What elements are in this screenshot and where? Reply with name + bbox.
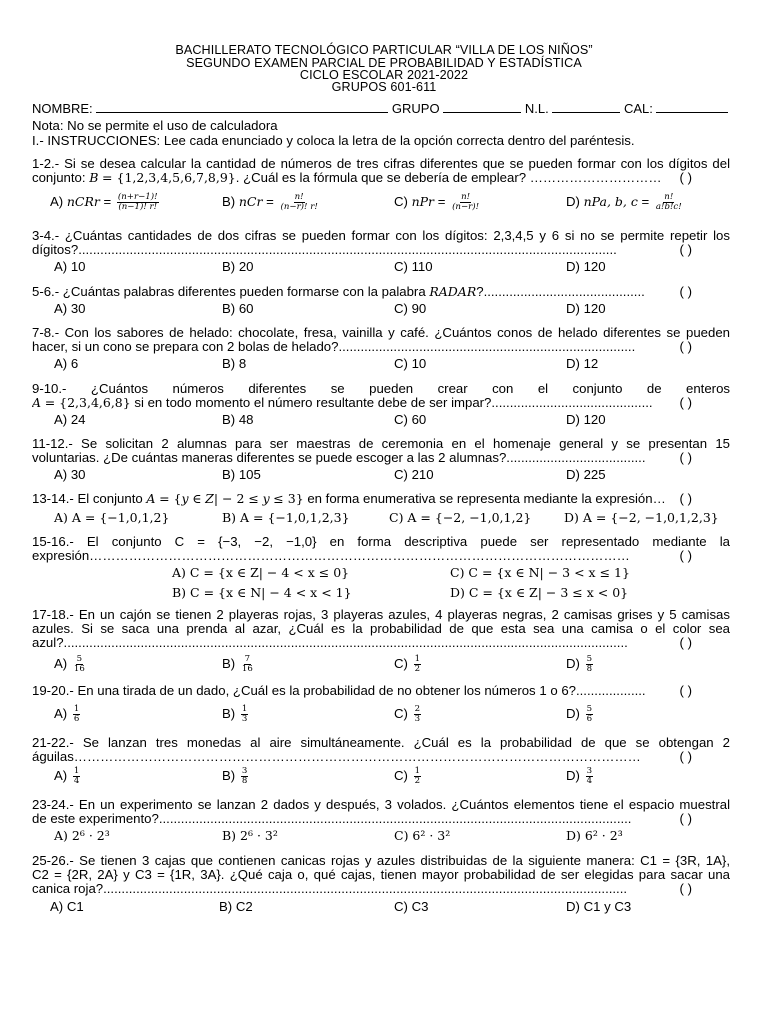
option-c[interactable]: C) $\frac{1}{2}$ bbox=[394, 654, 421, 675]
name-field[interactable] bbox=[96, 100, 388, 113]
question-17-line-2: azules. Si se saca una prenda al azar, ¿Cuál es la probabilidad de que esta sea una camisa o el color sea bbox=[32, 621, 730, 636]
option-c[interactable]: C) $\frac{1}{2}$ bbox=[394, 766, 421, 787]
question-5-line-1: 5-6.- ¿Cuántas palabras diferentes pueden formarse con la palabra RADAR?............................................ ( ) bbox=[32, 284, 692, 299]
answer-paren[interactable]: ( ) bbox=[679, 881, 692, 896]
exam-title: SEGUNDO EXAMEN PARCIAL DE PROBABILIDAD Y ESTADÍSTICA bbox=[186, 56, 582, 70]
question-9-line-1: 9-10.- ¿Cuántos números diferentes se pueden crear con el conjunto de enteros bbox=[32, 381, 730, 396]
option-d[interactable]: D) C1 y C3 bbox=[566, 899, 632, 914]
option-d[interactable]: D) 12 bbox=[566, 356, 599, 371]
option-b[interactable]: B) A = {−1,0,1,2,3} bbox=[222, 510, 350, 525]
question-23-options bbox=[0, 827, 768, 847]
option-d[interactable]: D) 120 bbox=[566, 259, 606, 274]
question-17-line-1: 17-18.- En un cajón se tienen 2 playeras rojas, 3 playeras azules, 4 playeras negras, 2 camisas grises y 5 camisas bbox=[32, 607, 730, 622]
option-b[interactable]: B) $\frac{3}{8}$ bbox=[222, 766, 248, 787]
question-19-options bbox=[0, 705, 768, 725]
option-a[interactable]: A) $\frac{5}{16}$ bbox=[54, 654, 85, 675]
cal-label: CAL: bbox=[623, 101, 653, 116]
question-25-line-1: 25-26.- Se tienen 3 cajas que contienen canicas rojas y azules distribuidas de la siguiente manera: C1 = {3R, 1A}, bbox=[32, 853, 730, 868]
option-a[interactable]: A) 10 bbox=[54, 259, 86, 274]
answer-paren[interactable]: ( ) bbox=[679, 170, 692, 185]
question-9-line-2: A = {2,3,4,6,8} si en todo momento el número resultante debe de ser impar?............................................ ( ) bbox=[32, 395, 692, 410]
question-25-line-3: canica roja?............................................................................................................................................... ( ) bbox=[32, 881, 692, 896]
question-21-options bbox=[0, 767, 768, 787]
answer-paren[interactable]: ( ) bbox=[679, 749, 692, 764]
option-c[interactable]: C) 60 bbox=[394, 412, 427, 427]
instructions: I.- INSTRUCCIONES: Lee cada enunciado y coloca la letra de la opción correcta dentro del paréntesis. bbox=[32, 133, 635, 148]
option-b[interactable]: B) nCr = $\frac{n!}{(n-r)! r!}$ bbox=[222, 192, 318, 213]
question-21-line-2: águilas………………………………………………………………………………………………………………… ( ) bbox=[32, 749, 692, 764]
answer-paren[interactable]: ( ) bbox=[679, 683, 692, 698]
answer-paren[interactable]: ( ) bbox=[679, 284, 692, 299]
option-c[interactable]: C) 110 bbox=[394, 259, 433, 274]
question-7-line-1: 7-8.- Con los sabores de helado: chocolate, fresa, vainilla y café. ¿Cuántos conos de helado diferentes se pueden bbox=[32, 325, 730, 340]
question-25-line-2: C2 = {2R, 2A} y C3 = {1R, 3A}. ¿Qué caja o, qué cajas, tienen mayor probabilidad de ser elegidas para sacar una bbox=[32, 867, 730, 882]
cal-field[interactable] bbox=[656, 100, 728, 113]
question-17-line-3: azul?.......................................................................................................................................................... ( ) bbox=[32, 635, 692, 650]
question-25-options bbox=[0, 898, 768, 918]
option-d[interactable]: D) $\frac{5}{6}$ bbox=[566, 704, 593, 725]
option-c[interactable]: C) $\frac{2}{3}$ bbox=[394, 704, 421, 725]
option-d[interactable]: D) 120 bbox=[566, 301, 606, 316]
option-a[interactable]: A) 6 bbox=[54, 356, 79, 371]
question-7-options bbox=[0, 355, 768, 375]
question-9-options bbox=[0, 411, 768, 431]
option-a[interactable]: A) 24 bbox=[54, 412, 86, 427]
option-d[interactable]: D) nPa, b, c = $\frac{n!}{a!b!c!}$ bbox=[566, 192, 682, 213]
question-15-line-2: expresión…………………………………………………………………………………………………………… ( ) bbox=[32, 548, 692, 563]
student-info-line bbox=[32, 100, 732, 116]
nl-label: N.L. bbox=[524, 101, 549, 116]
question-13-options bbox=[0, 509, 768, 529]
question-1-options bbox=[0, 193, 768, 213]
answer-paren[interactable]: ( ) bbox=[679, 450, 692, 465]
option-d[interactable]: D) 6² · 2³ bbox=[566, 828, 623, 843]
option-c[interactable]: C) 10 bbox=[394, 356, 427, 371]
question-21-line-1: 21-22.- Se lanzan tres monedas al aire simultáneamente. ¿Cuál es la probabilidad de que se obtengan 2 bbox=[32, 735, 730, 750]
question-1-line-1: 1-2.- Si se desea calcular la cantidad de números de tres cifras diferentes que se pueden formar con los dígitos del bbox=[32, 156, 730, 171]
option-b[interactable]: B) $\frac{7}{16}$ bbox=[222, 654, 253, 675]
answer-paren[interactable]: ( ) bbox=[679, 635, 692, 650]
question-23-line-2: de este experimento?................................................................................................................................. ( ) bbox=[32, 811, 692, 826]
option-a[interactable]: A) nCRr = $\frac{(n+r-1)!}{(n-1)! r!}$ bbox=[50, 192, 158, 213]
question-13-line-1: 13-14.- El conjunto A = {y ∈ Z| − 2 ≤ y ≤ 3} en forma enumerativa se representa mediante la expresión… ( ) bbox=[32, 491, 692, 506]
answer-paren[interactable]: ( ) bbox=[679, 491, 692, 506]
option-c[interactable]: C) C3 bbox=[394, 899, 429, 914]
school-cycle: CICLO ESCOLAR 2021-2022 bbox=[299, 68, 469, 82]
question-3-line-2: dígitos?................................................................................................................................................... ( ) bbox=[32, 242, 692, 257]
answer-paren[interactable]: ( ) bbox=[679, 395, 692, 410]
option-c[interactable]: C) C = {x ∈ N| − 3 < x ≤ 1} bbox=[450, 565, 630, 580]
group-field[interactable] bbox=[443, 100, 521, 113]
option-b[interactable]: B) $\frac{1}{3}$ bbox=[222, 704, 248, 725]
question-5-options bbox=[0, 300, 768, 320]
option-c[interactable]: C) nPr = $\frac{n!}{(n-r)!}$ bbox=[394, 192, 480, 213]
answer-paren[interactable]: ( ) bbox=[679, 811, 692, 826]
option-a[interactable]: A) $\frac{1}{4}$ bbox=[54, 766, 80, 787]
option-c[interactable]: C) 90 bbox=[394, 301, 427, 316]
answer-paren[interactable]: ( ) bbox=[679, 242, 692, 257]
name-label: NOMBRE: bbox=[32, 101, 93, 116]
option-b[interactable]: B) 60 bbox=[222, 301, 254, 316]
option-c[interactable]: C) A = {−2, −1,0,1,2} bbox=[389, 510, 532, 525]
question-11-options bbox=[0, 466, 768, 486]
answer-paren[interactable]: ( ) bbox=[679, 339, 692, 354]
option-a[interactable]: A) C = {x ∈ Z| − 4 < x ≤ 0} bbox=[172, 565, 350, 580]
option-a[interactable]: A) 30 bbox=[54, 467, 86, 482]
option-d[interactable]: D) $\frac{3}{4}$ bbox=[566, 766, 593, 787]
option-b[interactable]: B) 2⁶ · 3² bbox=[222, 828, 278, 843]
question-23-line-1: 23-24.- En un experimento se lanzan 2 dados y después, 3 volados. ¿Cuántos elementos tiene el espacio muestral bbox=[32, 797, 730, 812]
group-label: GRUPO bbox=[391, 101, 440, 116]
question-11-line-1: 11-12.- Se solicitan 2 alumnas para ser maestras de ceremonia en el homenaje general y se presentan 15 bbox=[32, 436, 730, 451]
question-19-line-1: 19-20.- En una tirada de un dado, ¿Cuál es la probabilidad de no obtener los números 1 o 6?................... ( ) bbox=[32, 683, 692, 698]
question-15-options-row-1 bbox=[0, 564, 768, 584]
option-a[interactable]: A) 2⁶ · 2³ bbox=[54, 828, 110, 843]
school-name: BACHILLERATO TECNOLÓGICO PARTICULAR “VILLA DE LOS NIÑOS” bbox=[175, 43, 593, 57]
question-17-options bbox=[0, 655, 768, 675]
question-1-line-2: conjunto: B = {1,2,3,4,5,6,7,8,9}. ¿Cuál es la fórmula que se debería de emplear? ………………………… ( ) bbox=[32, 170, 692, 185]
option-d[interactable]: D) A = {−2, −1,0,1,2,3} bbox=[564, 510, 719, 525]
question-15-line-1: 15-16.- El conjunto C = {−3, −2, −1,0} en forma descriptiva puede ser representado mediante la bbox=[32, 534, 730, 549]
option-a[interactable]: A) 30 bbox=[54, 301, 86, 316]
option-b[interactable]: B) C = {x ∈ N| − 4 < x < 1} bbox=[172, 585, 352, 600]
option-a[interactable]: A) A = {−1,0,1,2} bbox=[54, 510, 170, 525]
option-d[interactable]: D) 120 bbox=[566, 412, 606, 427]
option-b[interactable]: B) 8 bbox=[222, 356, 247, 371]
note: Nota: No se permite el uso de calculadora bbox=[32, 118, 278, 133]
question-3-line-1: 3-4.- ¿Cuántas cantidades de dos cifras se pueden formar con los dígitos: 2,3,4,5 y 6 si no se permite repetir los bbox=[32, 228, 730, 243]
option-d[interactable]: D) 225 bbox=[566, 467, 606, 482]
option-c[interactable]: C) 6² · 3² bbox=[394, 828, 451, 843]
option-b[interactable]: B) C2 bbox=[219, 899, 253, 914]
question-15-options-row-2 bbox=[0, 584, 768, 604]
question-7-line-2: hacer, si un cono se prepara con 2 bolas de helado?................................................................................. ( ) bbox=[32, 339, 692, 354]
nl-field[interactable] bbox=[552, 100, 620, 113]
option-a[interactable]: A) C1 bbox=[50, 899, 84, 914]
option-c[interactable]: C) 210 bbox=[394, 467, 434, 482]
answer-paren[interactable]: ( ) bbox=[679, 548, 692, 563]
option-d[interactable]: D) $\frac{5}{8}$ bbox=[566, 654, 593, 675]
option-b[interactable]: B) 48 bbox=[222, 412, 254, 427]
groups: GRUPOS 601-611 bbox=[331, 80, 437, 94]
option-b[interactable]: B) 105 bbox=[222, 467, 261, 482]
option-d[interactable]: D) C = {x ∈ Z| − 3 ≤ x < 0} bbox=[450, 585, 629, 600]
question-3-options bbox=[0, 258, 768, 278]
question-11-line-2: voluntarias. ¿De cuántas maneras diferentes se puede escoger a las 2 alumnas?...................................... ( ) bbox=[32, 450, 692, 465]
option-a[interactable]: A) $\frac{1}{6}$ bbox=[54, 704, 80, 725]
option-b[interactable]: B) 20 bbox=[222, 259, 254, 274]
